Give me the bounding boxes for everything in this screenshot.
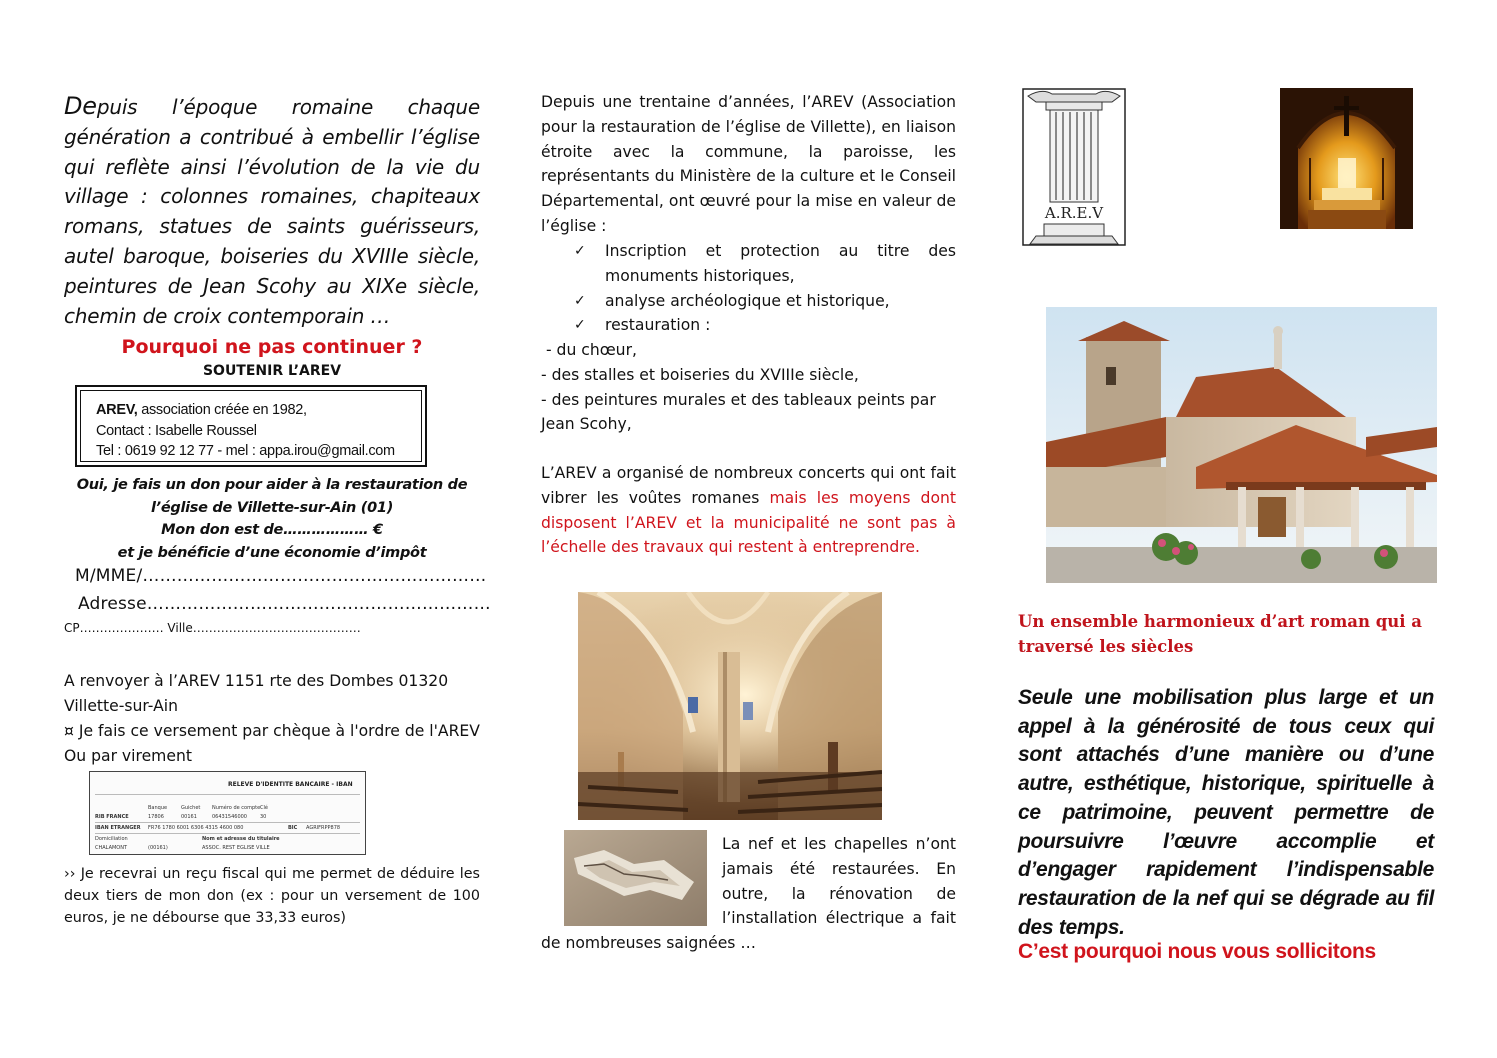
- contact-inner: [80, 390, 422, 462]
- iban-rib-key: 30: [260, 814, 267, 820]
- iban-value: FR76 1780 6001 6306 4315 4600 080: [148, 825, 244, 831]
- donation-line: Oui, je fais un don pour aider à la restauration de: [76, 477, 468, 493]
- intro-initial: De: [64, 92, 97, 120]
- funding-warning-text: mais les moyens dont disposent l’AREV et la municipalité ne sont pas à l’échelle des travaux qui restent à entreprendre.: [541, 488, 956, 557]
- iban-col-key: Clé: [260, 805, 268, 811]
- history-paragraph: Depuis une trentaine d’années, l’AREV (Association pour la restauration de l’église de Villette), en liaison étroite avec la commune, la paroisse, les représentants du Ministère de la culture et le Conseil Départemental, ont œuvré pour la mise en valeur de l’église :: [541, 93, 956, 235]
- address-field[interactable]: Adresse……………………………………………………: [78, 594, 491, 614]
- concerts-paragraph: [541, 461, 956, 560]
- concerts-text: L’AREV a organisé de nombreux concerts qui ont fait vibrer les voûtes romanes: [541, 464, 956, 507]
- iban-rib-office: 00161: [181, 814, 197, 820]
- payment-method: ¤ Je fais ce versement par chèque à l'ordre de l'AREV Ou par virement: [64, 722, 480, 765]
- altar-photo: [1280, 88, 1413, 229]
- divider: [95, 794, 360, 795]
- checklist-item-text: restauration :: [605, 316, 711, 335]
- donation-amount-line[interactable]: Mon don est de……………… €: [161, 522, 383, 539]
- nave-interior-photo: [578, 592, 882, 820]
- iban-rib-bank: 17806: [148, 814, 164, 820]
- domiciliation-value: CHALAMONT: [95, 845, 128, 851]
- name-field[interactable]: M/MME/……………………………………………………: [75, 566, 487, 586]
- contact-phone-mail[interactable]: Tel : 0619 92 12 77 - mel : appa.irou@gmail.com: [96, 443, 395, 459]
- iban-col-bank: Banque: [148, 805, 168, 811]
- checkmark-icon: ✓: [574, 317, 586, 334]
- church-exterior-photo: [1046, 307, 1437, 583]
- checkmark-icon: ✓: [574, 243, 586, 259]
- works-item: - des peintures murales et des tableaux peints par Jean Scohy,: [541, 390, 936, 434]
- holder-label: Nom et adresse du titulaire: [202, 836, 280, 842]
- domiciliation-code: (00161): [148, 845, 168, 851]
- iban-foreign-label: IBAN ETRANGER: [95, 825, 141, 831]
- domiciliation-label: Domiciliation: [95, 836, 128, 842]
- donation-pledge: [64, 474, 480, 564]
- tax-receipt-note: ›› Je recevrai un reçu fiscal qui me permet de déduire les deux tiers de mon don (ex : pour un versement de 100 euros, je ne débourse que 33,33 euros): [64, 866, 480, 926]
- contact-name: AREV,: [96, 402, 138, 418]
- iban-card-image: [89, 771, 366, 855]
- photo-spacer: [541, 832, 722, 930]
- why-continue-heading: Pourquoi ne pas continuer ?: [121, 336, 423, 358]
- nave-text: La nef et les chapelles n’ont jamais été restaurées. En outre, la rénovation de l’installation électrique a fait de nombreuses saignées …: [541, 835, 956, 953]
- contact-desc: association créée en 1982,: [137, 402, 307, 418]
- checklist-item-text: analyse archéologique et historique,: [605, 291, 890, 310]
- intro-paragraph: [64, 92, 480, 331]
- divider: [95, 822, 360, 823]
- mobilisation-paragraph: Seule une mobilisation plus large et un appel à la générosité de tous ceux qui sont attachés d’une manière ou d’une autre, esthétique, historique, spirituelle à ce patrimoine, peuvent permettre de poursuivre l’œuvre accomplie et d’engager rapidement l’indispensable restauration de la nef qui se dégrade au fil des temps.: [1018, 686, 1434, 939]
- checklist: [574, 239, 956, 338]
- holder-value: ASSOC. REST EGLISE VILLE: [202, 845, 270, 851]
- send-instructions: [64, 669, 484, 769]
- iban-col-account: Numéro de compte: [212, 805, 261, 811]
- works-item: - des stalles et boiseries du XVIIIe siècle,: [541, 365, 859, 384]
- postcode-city-field[interactable]: CP………………… Ville……………………………………: [64, 621, 361, 635]
- contact-association: [96, 400, 421, 421]
- donation-line: l’église de Villette-sur-Ain (01): [150, 499, 394, 516]
- support-heading: SOUTENIR L’AREV: [202, 363, 342, 379]
- send-address: A renvoyer à l’AREV 1151 rte des Dombes 01320 Villette-sur-Ain: [64, 672, 449, 715]
- bic-label: BIC: [288, 825, 298, 831]
- solicit-heading: C’est pourquoi nous vous sollicitons: [1018, 940, 1376, 963]
- divider: [95, 833, 360, 834]
- checklist-item: [574, 289, 956, 314]
- bic-value: AGRIFRPP878: [306, 825, 341, 831]
- iban-rib-label: RIB FRANCE: [95, 814, 129, 820]
- intro-text: puis l’époque romaine chaque génération a contribué à embellir l’église qui reflète ainsi l’évolution de la vie du village : colonnes romaines, chapiteaux romans, statues de saints guérisseurs, autel baroque, boiseries du XVIIIe siècle, peintures de Jean Scohy au XIXe siècle, chemin de croix contemporain …: [64, 95, 480, 328]
- harmony-heading: Un ensemble harmonieux d’art roman qui a traversé les siècles: [1018, 612, 1422, 656]
- contact-person: Contact : Isabelle Roussel: [96, 422, 257, 439]
- checklist-item: [574, 239, 956, 289]
- contact-box: [75, 385, 427, 467]
- donation-line: et je bénéficie d’une économie d’impôt: [117, 544, 427, 561]
- restoration-works-list: [541, 338, 956, 437]
- checklist-item-text: Inscription et protection au titre des monuments historiques,: [605, 242, 956, 285]
- checkmark-icon: ✓: [574, 292, 586, 309]
- checklist-item: [574, 313, 956, 338]
- iban-rib-account: 06431546000: [212, 814, 247, 820]
- arev-logo: [1022, 88, 1126, 246]
- iban-col-office: Guichet: [181, 805, 201, 811]
- logo-text: A.R.E.V: [1044, 204, 1104, 222]
- iban-title: RELEVE D'IDENTITE BANCAIRE - IBAN: [228, 781, 353, 788]
- works-item: - du chœur,: [541, 341, 637, 359]
- nave-paragraph: [541, 832, 956, 956]
